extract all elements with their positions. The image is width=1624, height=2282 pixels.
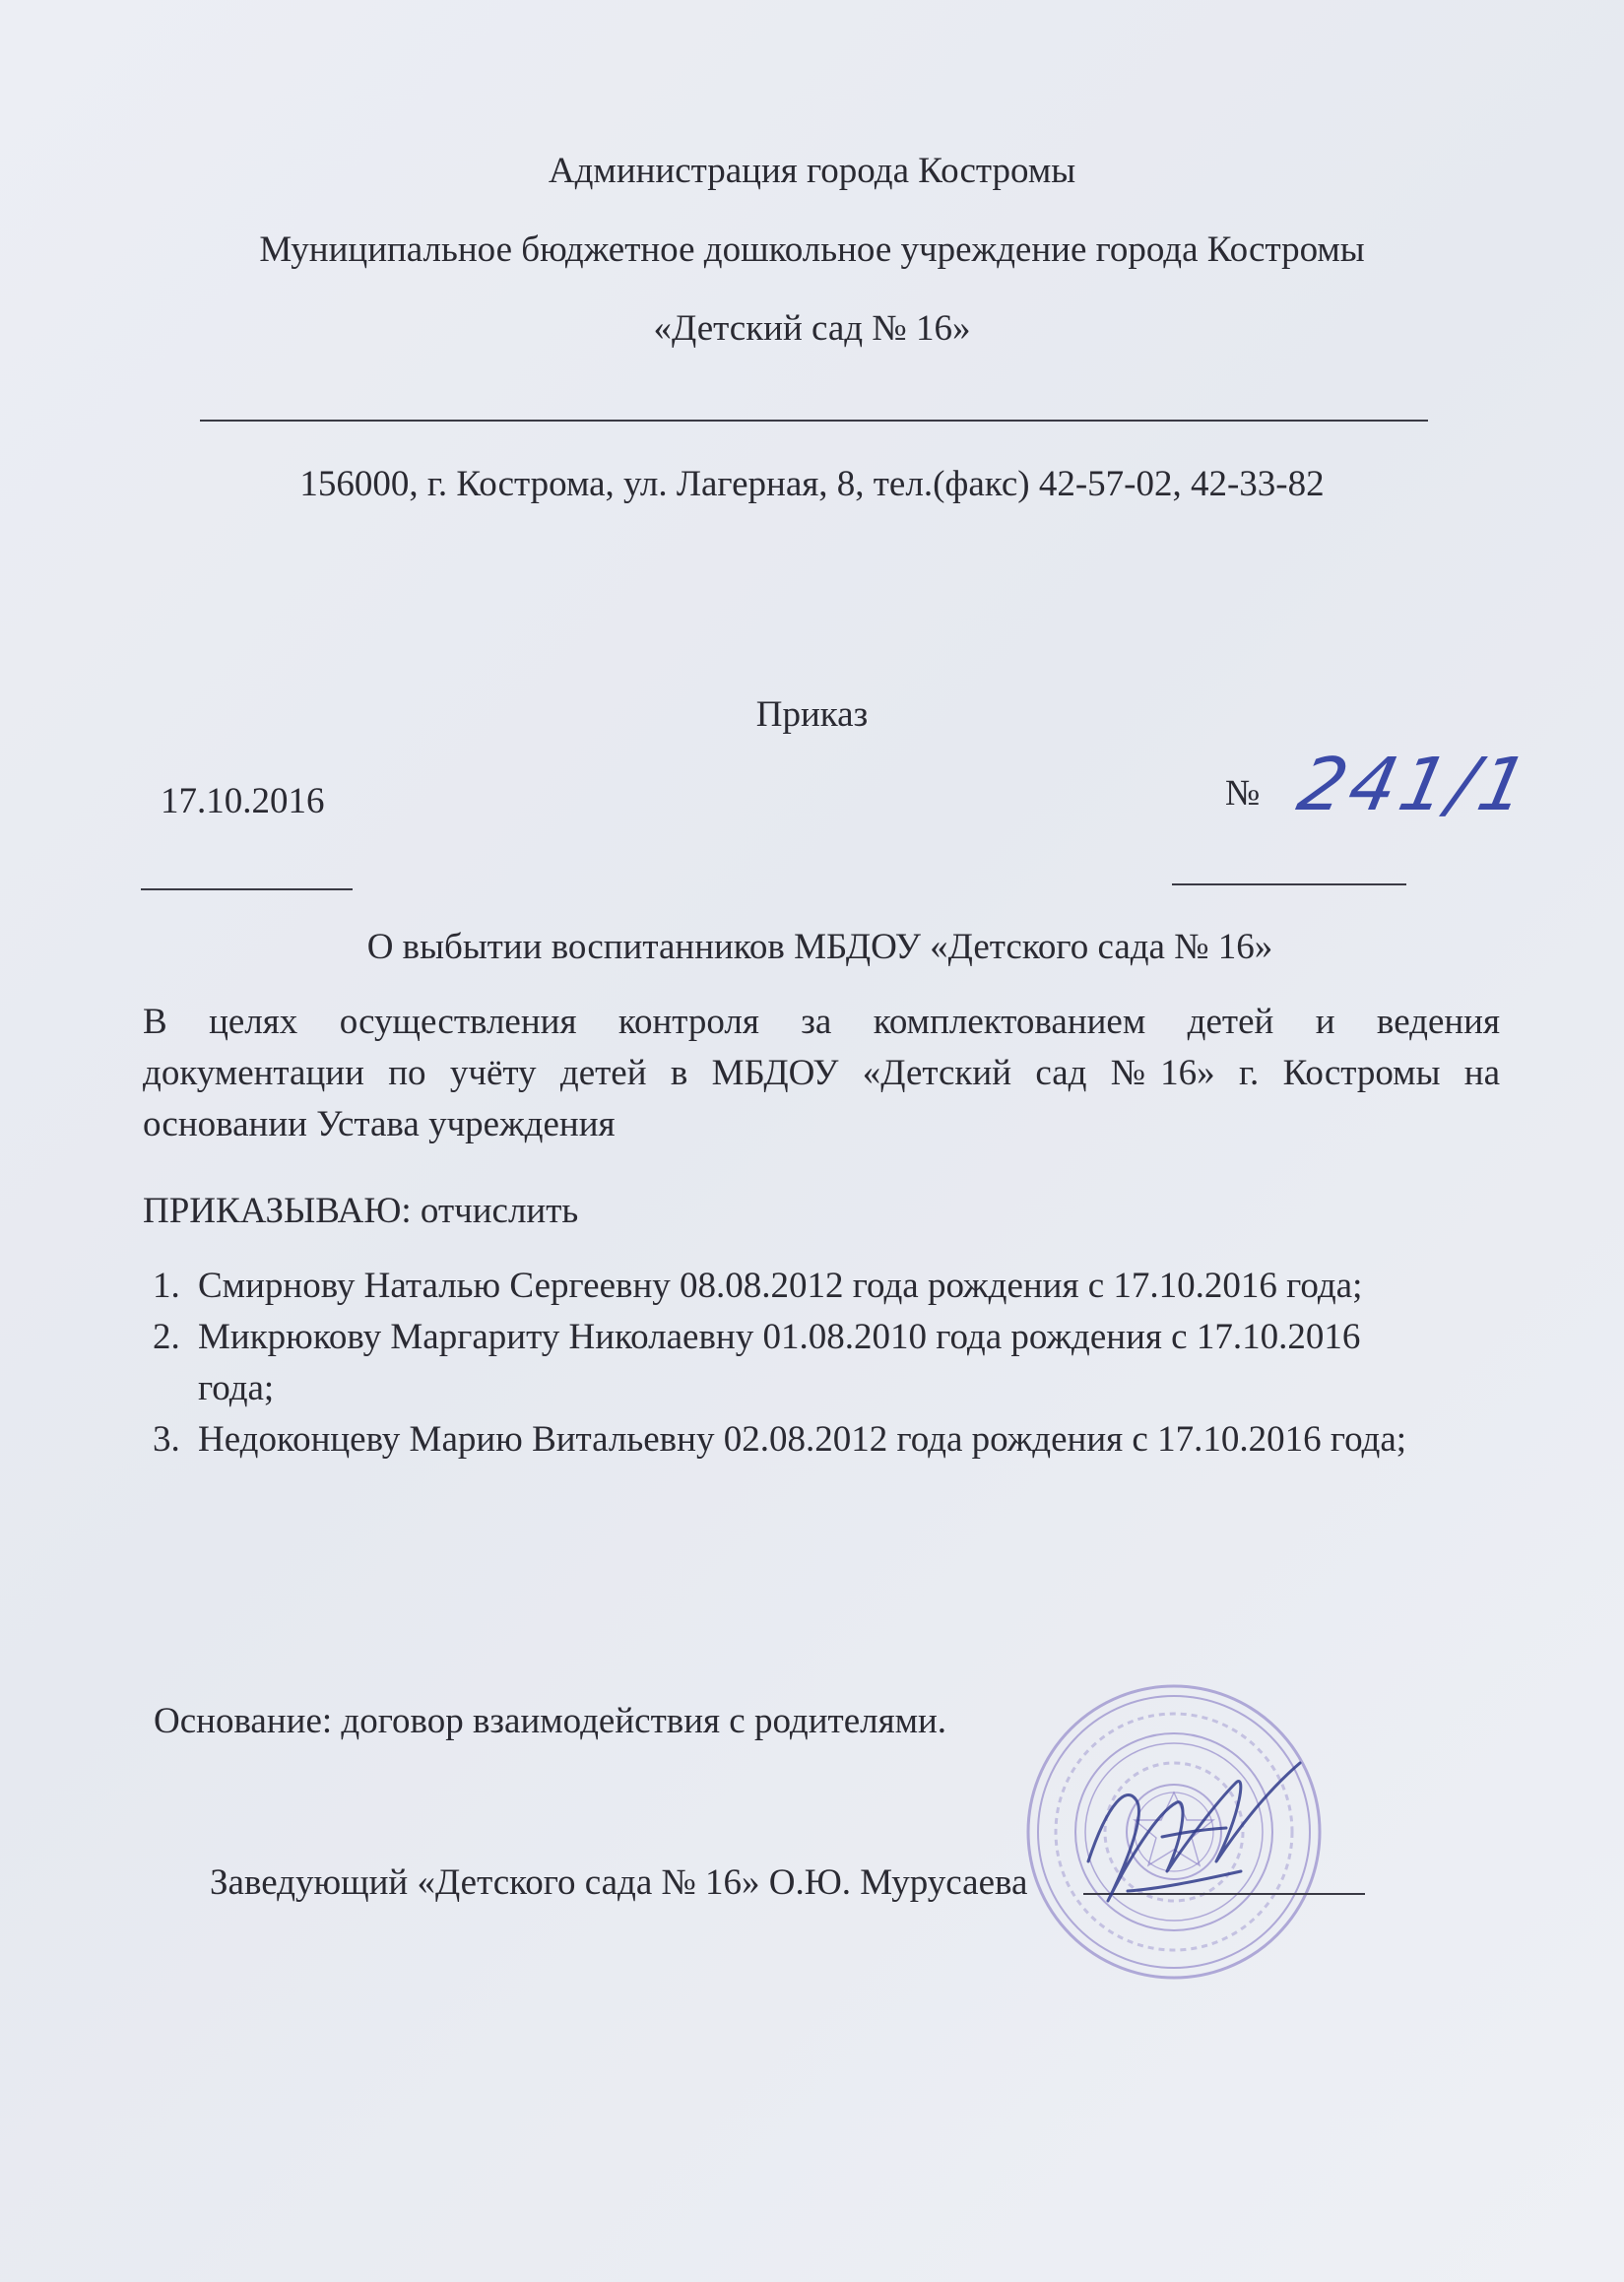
date-underline	[141, 888, 353, 890]
header-address: 156000, г. Кострома, ул. Лагерная, 8, тел.(факс) 42-57-02, 42-33-82	[299, 464, 1325, 504]
handwritten-signature	[1069, 1743, 1334, 1940]
header-divider	[200, 420, 1428, 422]
header-institution: Муниципальное бюджетное дошкольное учреждение города Костромы	[259, 229, 1365, 270]
intro-line: основании Устава учреждения	[143, 1104, 616, 1144]
number-underline	[1172, 883, 1406, 885]
list-item-continuation: года;	[198, 1368, 275, 1408]
order-number-handwritten: 241/1	[1290, 743, 1539, 827]
intro-line: документации по учёту детей в МБДОУ «Детский сад №16» г. Костромы на	[143, 1053, 1500, 1093]
intro-line: В целях осуществления контроля за комплектованием детей и ведения	[143, 1002, 1500, 1042]
order-phrase: ПРИКАЗЫВАЮ: отчислить	[143, 1191, 579, 1231]
order-number-label: №	[1225, 773, 1261, 814]
intro-paragraph	[143, 997, 1500, 1150]
basis-text: Основание: договор взаимодействия с родителями.	[154, 1701, 947, 1741]
header-administration: Администрация города Костромы	[548, 151, 1076, 191]
list-item-text: Недоконцеву Марию Витальевну 02.08.2012 года рождения с 17.10.2016 года;	[198, 1419, 1407, 1460]
order-subject: О выбытии воспитанников МБДОУ «Детского сада № 16»	[366, 927, 1273, 967]
order-date: 17.10.2016	[161, 781, 325, 821]
order-title: Приказ	[755, 694, 869, 735]
list-item-number: 3.	[153, 1419, 180, 1460]
list-item-number: 1.	[153, 1266, 180, 1306]
list-item	[153, 1414, 1406, 1466]
header-kindergarten: «Детский сад № 16»	[653, 308, 971, 349]
list-item-text: Смирнову Наталью Сергеевну 08.08.2012 года рождения с 17.10.2016 года;	[198, 1266, 1363, 1306]
signatory-text: Заведующий «Детского сада № 16» О.Ю. Мурусаева	[210, 1862, 1028, 1903]
list-item-number: 2.	[153, 1317, 180, 1357]
list-item	[153, 1261, 1362, 1312]
list-item	[153, 1312, 1360, 1363]
list-item-text: Микрюкову Маргариту Николаевну 01.08.2010 года рождения с 17.10.2016	[198, 1317, 1361, 1357]
